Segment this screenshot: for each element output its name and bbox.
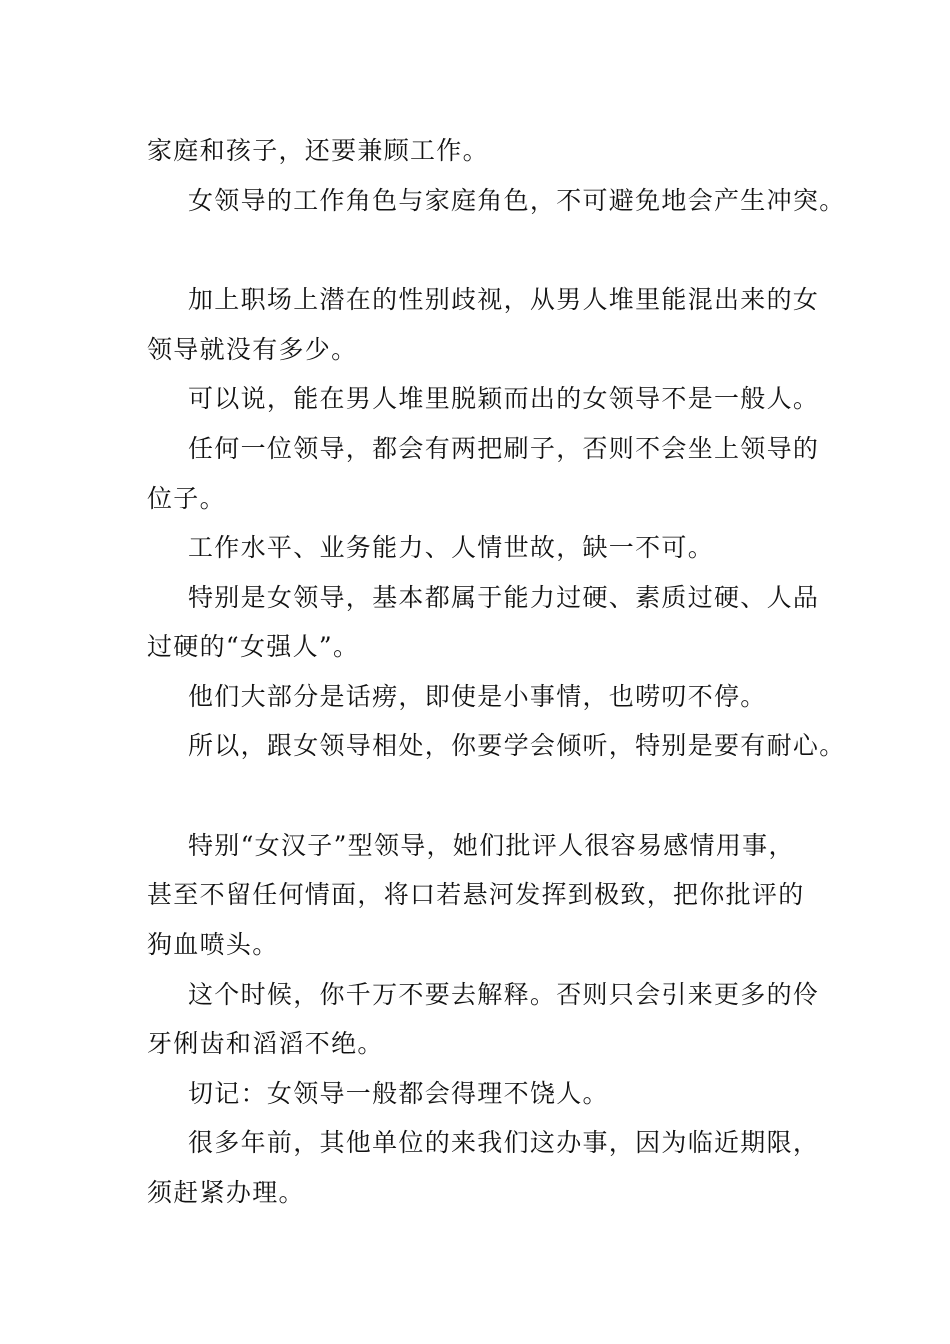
text-line: 女领导的工作角色与家庭角色，不可避免地会产生冲突。 [188,186,846,215]
text-line: 领导就没有多少。 [147,335,358,364]
text-line: 家庭和孩子，还要兼顾工作。 [147,136,489,165]
text-line: 牙俐齿和滔滔不绝。 [147,1029,384,1058]
text-line: 可以说，能在男人堆里脱颖而出的女领导不是一般人。 [188,384,820,413]
text-line: 加上职场上潜在的性别歧视，从男人堆里能混出来的女 [188,285,820,314]
text-line: 很多年前，其他单位的来我们这办事，因为临近期限， [188,1128,820,1157]
text-line: 甚至不留任何情面，将口若悬河发挥到极致，把你批评的 [147,880,805,909]
text-line: 特别是女领导，基本都属于能力过硬、素质过硬、人品 [188,583,820,612]
text-line: 位子。 [147,484,226,513]
text-line: 任何一位领导，都会有两把刷子，否则不会坐上领导的 [188,434,820,463]
text-line: 所以，跟女领导相处，你要学会倾听，特别是要有耐心。 [188,731,846,760]
text-line: 特别“女汉子”型领导，她们批评人很容易感情用事， [188,831,795,860]
text-line: 他们大部分是话痨，即使是小事情，也唠叨不停。 [188,682,767,711]
text-line: 这个时候，你千万不要去解释。否则只会引来更多的伶 [188,980,820,1009]
text-line: 狗血喷头。 [147,930,279,959]
text-line: 切记：女领导一般都会得理不饶人。 [188,1079,609,1108]
text-line: 过硬的“女强人”。 [147,632,360,661]
text-line: 须赶紧办理。 [147,1178,305,1207]
text-line: 工作水平、业务能力、人情世故，缺一不可。 [188,533,715,562]
